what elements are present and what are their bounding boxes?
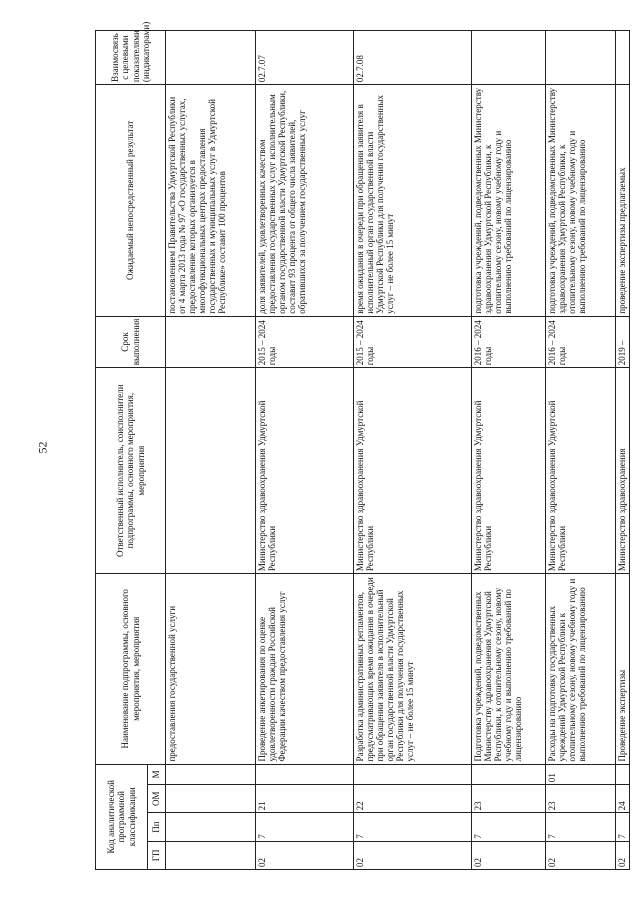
cell-term: 2016 – 2024 годы [472, 316, 546, 367]
cell-pp: 7 [546, 813, 616, 841]
cell-gp: 02 [546, 841, 616, 869]
cell-executor: Министерство здравоохранения Удмуртской Республики [546, 368, 616, 574]
cell-executor: Министерство здравоохранения Удмуртской Республики [354, 368, 472, 574]
cell-m [616, 764, 630, 785]
cell-result: подготовка учреждений, подведомственных Министерству здравоохранения Удмуртской Республики, к отопительному сезону, новому учебному году и выполнению требований по лицензированию [472, 85, 546, 317]
cell-term [166, 316, 256, 367]
cell-m [354, 764, 472, 785]
cell-pp [166, 813, 256, 841]
cell-m [166, 764, 256, 785]
cell-executor: Министерство здравоохранения Удмуртской Республики [472, 368, 546, 574]
cell-m [256, 764, 354, 785]
cell-link [472, 31, 546, 85]
cell-result: время ожидания в очереди при обращении заявителя в исполнительный орган государственной власти Удмуртской Республики для получения государственных услуг – не более 15 минут [354, 85, 472, 317]
cell-name: Проведение экспертизы [616, 574, 630, 764]
cell-link [166, 31, 256, 85]
header-term: Срок выполнения [96, 316, 166, 367]
cell-om: 21 [256, 785, 354, 813]
cell-term: 2015 – 2024 годы [354, 316, 472, 367]
cell-gp: 02 [256, 841, 354, 869]
cell-term: 2016 – 2024 годы [546, 316, 616, 367]
cell-result: доля заявителей, удовлетворенных качеством предоставления государственных услуг исполнительным органом государственной власти Удмуртской Республики, составит 93 процента от общего числа заявителей, обратившихся за получением государственных услуг [256, 85, 354, 317]
header-link: Взаимосвязь с целевыми показателями (индикаторами) [96, 31, 166, 85]
table-row [354, 31, 472, 870]
cell-term: 2015 – 2024 годы [256, 316, 354, 367]
cell-gp [166, 841, 256, 869]
cell-result: подготовка учреждений, подведомственных Министерству здравоохранения Удмуртской Республики, к отопительному сезону, новому учебному году и выполнению требований по лицензированию [546, 85, 616, 317]
header-om: ОМ [148, 785, 166, 813]
header-name: Наименование подпрограммы, основного мероприятия, мероприятия [96, 574, 166, 764]
cell-pp: 7 [354, 813, 472, 841]
cell-om: 24 [616, 785, 630, 813]
cell-gp: 02 [616, 841, 630, 869]
table-row [472, 31, 546, 870]
cell-name: Подготовка учреждений, подведомственных Министерству здравоохранения Удмуртской Республики, к отопительному сезону, новому учебному году и выполнению требований по лицензированию [472, 574, 546, 764]
cell-name: Разработка административных регламентов, предусматривающих время ожидания в очереди при обращении заявителя в исполнительный орган государственной власти Удмуртской Республики для получения государственных услуг – не более 15 минут [354, 574, 472, 764]
cell-link [546, 31, 616, 85]
cell-om: 23 [546, 785, 616, 813]
header-result: Ожидаемый непосредственный результат [96, 85, 166, 317]
cell-executor: Министерство здравоохранения Удмуртской Республики [256, 368, 354, 574]
table-row [256, 31, 354, 870]
cell-gp: 02 [472, 841, 546, 869]
cell-om [166, 785, 256, 813]
table-row [546, 31, 616, 870]
cell-pp: 7 [472, 813, 546, 841]
cell-link: 02.7.07 [256, 31, 354, 85]
cell-executor [166, 368, 256, 574]
cell-executor: Министерство здравоохранения [616, 368, 630, 574]
program-table-container [95, 21, 627, 870]
cell-pp: 7 [616, 813, 630, 841]
header-executor: Ответственный исполнитель, соисполнители подпрограммы, основного мероприятия, мероприятия [96, 368, 166, 574]
cell-result: постановлением Правительства Удмуртской Республики от 4 марта 2013 года № 97 «О государственных услугах, предоставление которых организуется в многофункциональных центрах предоставления государственных и муниципальных услуг в Удмуртской Республике» составит 100 процентов [166, 85, 256, 317]
cell-name: Расходы на подготовку государственных учреждений Удмуртской Республики к отопительному сезону, новому учебному году и выполнению требований по лицензированию [546, 574, 616, 764]
header-m: М [148, 764, 166, 785]
rotated-page [95, 21, 627, 870]
cell-term: 2019 – [616, 316, 630, 367]
cell-m: 01 [546, 764, 616, 785]
cell-pp: 7 [256, 813, 354, 841]
program-activities-table [95, 21, 630, 870]
table-row [166, 31, 256, 870]
cell-result: проведение экспертизы предлагаемых [616, 85, 630, 317]
cell-gp: 02 [354, 841, 472, 869]
page-number: 52 [35, 441, 50, 454]
header-pp: Пп [148, 813, 166, 841]
cell-name: предоставления государственной услуги [166, 574, 256, 764]
cell-om: 23 [472, 785, 546, 813]
cell-m [472, 764, 546, 785]
cell-link: 02.7.08 [354, 31, 472, 85]
cell-name: Проведение анкетирования по оценке удовлетворенности граждан Российской Федерации качеством предоставления услуг [256, 574, 354, 764]
header-gp: ГП [148, 841, 166, 869]
header-code-group: Код аналитической программной классификации [96, 764, 148, 869]
cell-link [616, 31, 630, 85]
table-row [616, 31, 630, 870]
cell-om: 22 [354, 785, 472, 813]
